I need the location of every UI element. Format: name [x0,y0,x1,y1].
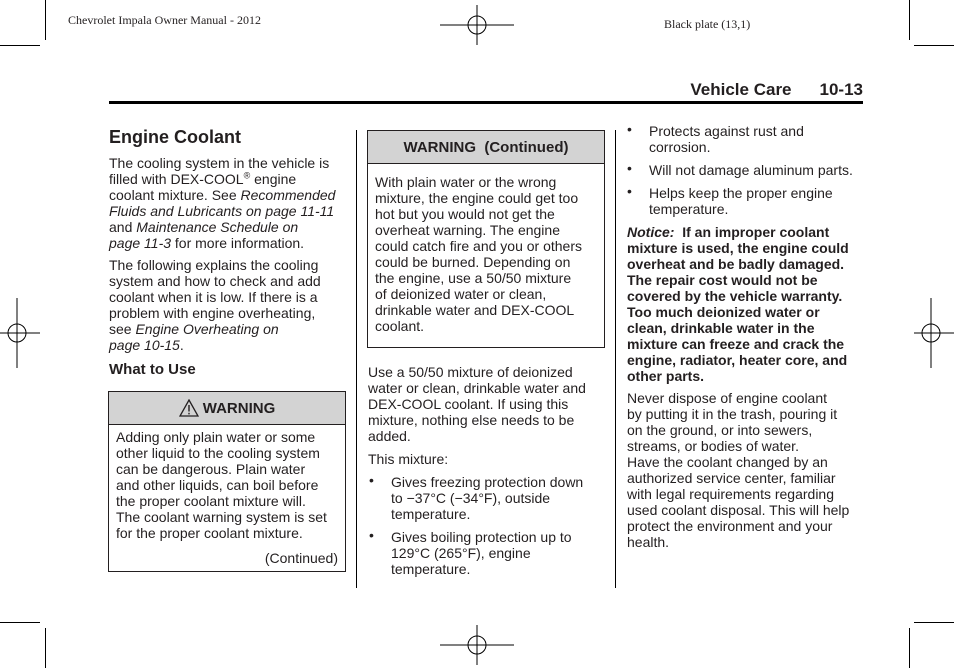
disposal-paragraph [627,390,849,550]
text-line [627,368,849,384]
text-segment: authorized service center, familiar [627,470,836,486]
text-line [627,390,849,406]
crop-mark [914,622,954,623]
text-segment: Never dispose of engine coolant [627,390,828,406]
notice-paragraph [627,224,849,384]
text-segment: other parts. [627,368,705,384]
text-line [391,490,583,506]
text-segment: for more information. [171,235,305,251]
text-segment: overheat warning. The engine [375,222,560,238]
text-line [116,509,327,525]
text-line [627,454,849,470]
text-segment: filled with DEX-COOL [109,171,244,187]
text-line [116,493,327,509]
bullet-item [627,183,833,217]
plate-label: Black plate (13,1) [664,17,751,31]
text-line [116,525,327,541]
text-line [627,240,849,256]
text-segment: mixture, nothing else needs to be [368,412,575,428]
text-segment: other liquid to the cooling system [116,445,320,461]
warning-header [368,131,604,164]
text-segment: With plain water or the wrong [375,174,557,190]
text-segment: for the proper coolant mixture. [116,525,303,541]
text-segment: engine [250,171,297,187]
text-segment: on the ground, or into sewers, [627,422,813,438]
text-segment: coolant mixture. See [109,187,241,203]
continued-label: (Continued) [264,550,338,566]
text-segment: Gives boiling protection up to [391,529,572,545]
header-rule [109,101,863,104]
text-segment: Too much deionized water or [627,304,820,320]
text-line [627,304,849,320]
crop-mark [0,622,40,623]
text-segment: The repair cost would not be [627,272,818,288]
text-line [627,470,849,486]
text-segment: mixture is used, the engine could [627,240,849,256]
text-segment: Helps keep the proper engine [649,185,833,201]
text-line [375,302,582,318]
crop-mark [909,0,910,40]
section-title: Vehicle Care [690,80,792,99]
bullet-icon: • [627,121,632,137]
text-line [109,235,335,251]
text-segment: mixture can freeze and crack the [627,336,845,352]
text-segment: corrosion. [649,139,711,155]
bullet-item [369,527,572,577]
text-segment: hot but you would not get the [375,206,555,222]
column-divider [615,130,616,588]
text-line [375,190,582,206]
text-line [109,305,321,321]
warning-body [116,429,327,541]
text-line [368,380,586,396]
warning-header [109,392,345,425]
text-line [116,477,327,493]
text-segment: page 11-3 [109,235,172,251]
text-line [627,272,849,288]
warning-continued-box [367,130,605,348]
text-line [391,474,583,490]
bullet-icon: • [369,472,374,488]
text-line [116,445,327,461]
registered-mark: ® [243,170,251,181]
text-segment: engine, radiator, heater core, and [627,352,848,368]
mixture-paragraph [368,364,586,444]
bullet-icon: • [627,183,632,199]
text-segment: temperature. [391,561,471,577]
text-line [627,320,849,336]
text-line [627,406,849,422]
subheading: What to Use [109,361,196,378]
text-segment: streams, or bodies of water. [627,438,799,454]
text-line [649,139,804,155]
text-line [649,123,804,139]
text-segment: can be dangerous. Plain water [116,461,306,477]
text-segment: Protects against rust and [649,123,804,139]
bullet-item [369,472,584,522]
text-line [627,438,849,454]
text-segment: . [179,337,184,353]
text-line [649,162,853,178]
text-line [368,428,586,444]
intro-paragraph [109,155,335,251]
text-line [375,254,582,270]
text-segment: Fluids and Lubricants on page 11-11 [109,203,335,219]
explanation-paragraph [109,257,321,353]
text-segment: the engine, use a 50/50 mixture [375,270,572,286]
text-line [109,337,321,353]
text-segment: by putting it in the trash, pouring it [627,406,838,422]
text-line [649,201,833,217]
text-line [627,422,849,438]
text-segment: could be burned. Depending on [375,254,571,270]
text-line [109,171,335,187]
text-segment: drinkable water and DEX-COOL [375,302,575,318]
text-segment: temperature. [391,506,471,522]
text-line [375,286,582,302]
text-segment: health. [627,534,670,550]
text-segment: Use a 50/50 mixture of deionized [368,364,573,380]
text-line [368,451,448,467]
text-line [375,174,582,190]
text-line [368,396,586,412]
text-line [627,518,849,534]
text-segment: Adding only plain water or some [116,429,316,445]
text-line [116,429,327,445]
mixture-intro [368,451,448,467]
text-line [368,412,586,428]
text-segment: could catch fire and you or others [375,238,583,254]
text-segment: Engine Overheating on [135,321,279,337]
text-segment: the proper coolant mixture will. [116,493,306,509]
text-segment: The coolant warning system is set [116,509,327,525]
column-divider [356,130,357,588]
text-segment: Maintenance Schedule on [136,219,299,235]
text-segment: problem with engine overheating, [109,305,316,321]
registration-mark-icon [440,625,514,665]
text-segment: covered by the vehicle warranty. [627,288,843,304]
warning-title: WARNING [202,399,276,417]
text-line [627,336,849,352]
text-segment: Have the coolant changed by an [627,454,828,470]
text-segment: and other liquids, can boil before [116,477,319,493]
registration-mark-icon [0,298,40,368]
text-line [627,502,849,518]
text-line [627,224,849,240]
text-segment: protect the environment and your [627,518,833,534]
registration-mark-icon [440,5,514,45]
warning-title: WARNING (Continued) [403,138,569,156]
crop-mark [45,628,46,668]
text-line [391,561,572,577]
page-number: 10-13 [819,80,863,99]
text-segment: added. [368,428,411,444]
text-line [109,321,321,337]
text-segment: Will not damage aluminum parts. [649,162,853,178]
text-segment: of deionized water or clean, [375,286,547,302]
crop-mark [909,628,910,668]
text-line [116,461,327,477]
text-segment: DEX-COOL coolant. If using this [368,396,569,412]
text-segment: page 10-15 [109,337,180,353]
text-line [391,545,572,561]
warning-body [375,174,582,334]
text-line [375,318,582,334]
text-segment: temperature. [649,201,729,217]
text-line [627,352,849,368]
section-heading: Engine Coolant [109,127,241,147]
text-segment: coolant. [375,318,425,334]
text-segment: The cooling system in the vehicle is [109,155,330,171]
bullet-icon: • [627,160,632,176]
warning-triangle-icon [179,399,199,417]
text-line [375,222,582,238]
warning-box [108,391,346,572]
text-segment: coolant when it is low. If there is a [109,289,318,305]
text-line [391,506,583,522]
text-line [109,257,321,273]
text-line [109,273,321,289]
text-segment: This mixture: [368,451,449,467]
text-segment: Gives freezing protection down [391,474,584,490]
registration-mark-icon [914,298,954,368]
text-line [109,289,321,305]
text-line [109,219,335,235]
text-segment: Notice: [627,224,675,240]
text-segment: to −37°C (−34°F), outside [391,490,551,506]
text-line [391,529,572,545]
manual-title: Chevrolet Impala Owner Manual - 2012 [68,13,261,27]
text-segment: If an improper coolant [674,224,830,240]
text-segment: with legal requirements regarding [627,486,834,502]
crop-mark [914,45,954,46]
bullet-item [627,160,853,178]
text-segment: and [109,219,137,235]
text-segment: see [109,321,136,337]
text-segment: water or clean, drinkable water and [368,380,586,396]
text-line [627,486,849,502]
bullet-item [627,121,804,155]
text-line [627,288,849,304]
text-line [375,206,582,222]
text-line [627,256,849,272]
text-segment: The following explains the cooling [109,257,319,273]
text-line [109,203,335,219]
text-segment: mixture, the engine could get too [375,190,579,206]
text-line [375,270,582,286]
text-segment: 129°C (265°F), engine [391,545,531,561]
text-segment: system and how to check and add [109,273,321,289]
text-line [368,364,586,380]
text-line [627,534,849,550]
text-segment: overheat and be badly damaged. [627,256,845,272]
crop-mark [45,0,46,40]
text-segment: Recommended [240,187,336,203]
running-head [690,80,863,100]
text-line [649,185,833,201]
text-line [109,187,335,203]
bullet-icon: • [369,527,374,543]
crop-mark [0,45,40,46]
text-segment: used coolant disposal. This will help [627,502,850,518]
text-line [375,238,582,254]
text-segment: clean, drinkable water in the [627,320,815,336]
text-line [109,155,335,171]
